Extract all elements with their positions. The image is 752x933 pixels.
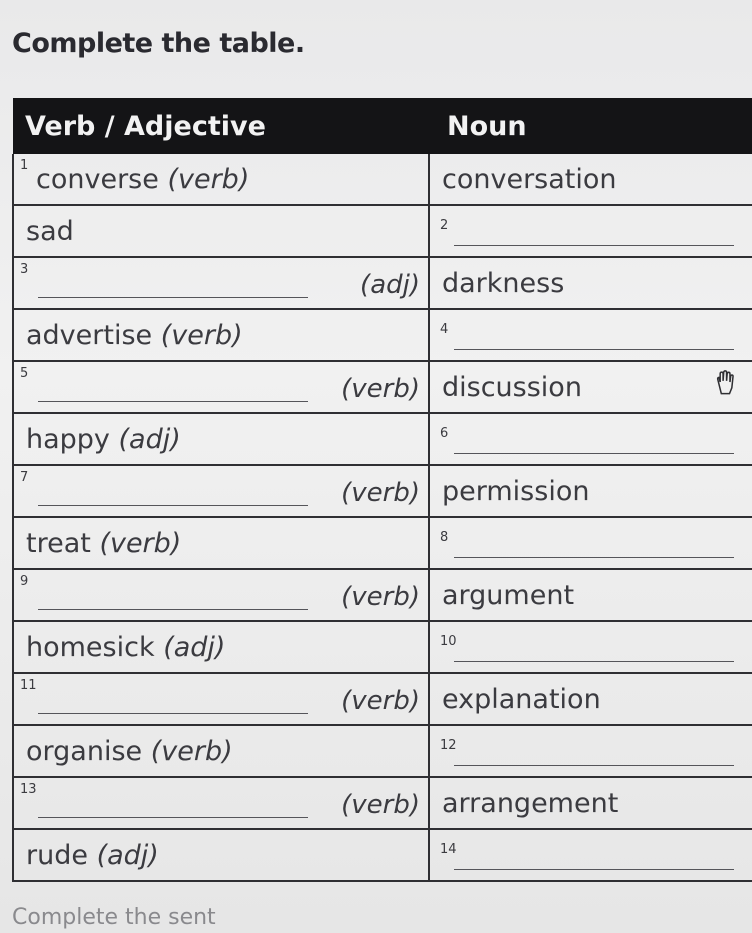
cell-noun xyxy=(429,673,752,725)
cell-noun xyxy=(429,361,752,413)
word: advertise xyxy=(26,319,153,351)
noun-word: darkness xyxy=(442,267,565,299)
cell-verb-adjective[interactable] xyxy=(13,777,429,829)
cell-noun[interactable] xyxy=(429,309,752,361)
instruction-heading: Complete the table. xyxy=(12,28,305,59)
table-row xyxy=(13,673,752,725)
answer-blank[interactable] xyxy=(454,765,734,766)
item-number: 9 xyxy=(20,574,29,589)
part-of-speech: (adj) xyxy=(163,631,226,663)
table-body xyxy=(13,154,752,881)
table-row xyxy=(13,154,752,205)
item-number: 7 xyxy=(20,470,29,485)
word: sad xyxy=(26,215,74,247)
table-header-row xyxy=(13,98,752,154)
item-number: 2 xyxy=(440,218,449,233)
answer-blank[interactable] xyxy=(38,505,308,506)
cell-verb-adjective[interactable] xyxy=(13,673,429,725)
part-of-speech: (verb) xyxy=(341,790,420,820)
cell-noun xyxy=(429,777,752,829)
part-of-speech: (verb) xyxy=(341,374,420,404)
item-number: 8 xyxy=(440,530,449,545)
cell-noun xyxy=(429,465,752,517)
answer-blank[interactable] xyxy=(454,453,734,454)
part-of-speech: (verb) xyxy=(150,735,233,767)
item-number: 12 xyxy=(440,738,457,753)
table-row xyxy=(13,725,752,777)
word: converse xyxy=(36,163,159,195)
item-number: 3 xyxy=(20,262,29,277)
answer-blank[interactable] xyxy=(454,349,734,350)
noun-word: discussion xyxy=(442,371,582,403)
cell-noun[interactable] xyxy=(429,205,752,257)
answer-blank[interactable] xyxy=(38,817,308,818)
word: treat xyxy=(26,527,91,559)
part-of-speech: (verb) xyxy=(341,686,420,716)
answer-blank[interactable] xyxy=(38,713,308,714)
cell-verb-adjective xyxy=(13,154,429,205)
table-row xyxy=(13,413,752,465)
part-of-speech: (verb) xyxy=(99,527,182,559)
noun-word: argument xyxy=(442,579,575,611)
cell-verb-adjective[interactable] xyxy=(13,257,429,309)
answer-blank[interactable] xyxy=(454,869,734,870)
cell-verb-adjective xyxy=(13,621,429,673)
item-number: 4 xyxy=(440,322,449,337)
table-row xyxy=(13,569,752,621)
cell-verb-adjective xyxy=(13,309,429,361)
vocabulary-table xyxy=(12,98,752,882)
cell-noun xyxy=(429,569,752,621)
part-of-speech: (verb) xyxy=(160,319,243,351)
noun-word: arrangement xyxy=(442,787,619,819)
table-row xyxy=(13,361,752,413)
answer-blank[interactable] xyxy=(38,609,308,610)
part-of-speech: (verb) xyxy=(341,478,420,508)
cell-verb-adjective[interactable] xyxy=(13,569,429,621)
item-number: 1 xyxy=(20,158,29,173)
table-row xyxy=(13,309,752,361)
cell-verb-adjective xyxy=(13,517,429,569)
table-row xyxy=(13,517,752,569)
header-noun: Noun xyxy=(429,98,752,154)
part-of-speech: (adj) xyxy=(118,423,181,455)
answer-blank[interactable] xyxy=(454,557,734,558)
noun-word: permission xyxy=(442,475,590,507)
item-number: 6 xyxy=(440,426,449,441)
cell-noun xyxy=(429,257,752,309)
answer-blank[interactable] xyxy=(38,401,308,402)
noun-word: explanation xyxy=(442,683,601,715)
answer-blank[interactable] xyxy=(38,297,308,298)
noun-word: conversation xyxy=(442,163,617,195)
cell-verb-adjective xyxy=(13,725,429,777)
table-row xyxy=(13,465,752,517)
item-number: 11 xyxy=(20,678,37,693)
cell-noun[interactable] xyxy=(429,725,752,777)
word: organise xyxy=(26,735,143,767)
answer-blank[interactable] xyxy=(454,661,734,662)
table-row xyxy=(13,205,752,257)
cell-noun[interactable] xyxy=(429,829,752,881)
word: rude xyxy=(26,839,88,871)
cell-noun[interactable] xyxy=(429,413,752,465)
table-row xyxy=(13,829,752,881)
part-of-speech: (verb) xyxy=(341,582,420,612)
table-row xyxy=(13,257,752,309)
table-row xyxy=(13,777,752,829)
word: homesick xyxy=(26,631,155,663)
hand-pointer-icon xyxy=(712,368,740,396)
item-number: 5 xyxy=(20,366,29,381)
table-row xyxy=(13,621,752,673)
cell-noun[interactable] xyxy=(429,517,752,569)
cell-verb-adjective xyxy=(13,413,429,465)
word: happy xyxy=(26,423,110,455)
cell-verb-adjective xyxy=(13,829,429,881)
cell-verb-adjective xyxy=(13,205,429,257)
cell-noun[interactable] xyxy=(429,621,752,673)
part-of-speech: (adj) xyxy=(360,270,420,300)
cell-verb-adjective[interactable] xyxy=(13,361,429,413)
part-of-speech: (verb) xyxy=(167,163,250,195)
next-instruction-partial: Complete the sent xyxy=(12,905,216,930)
answer-blank[interactable] xyxy=(454,245,734,246)
item-number: 10 xyxy=(440,634,457,649)
cell-noun xyxy=(429,154,752,205)
header-verb-adjective: Verb / Adjective xyxy=(13,98,429,154)
item-number: 13 xyxy=(20,782,37,797)
part-of-speech: (adj) xyxy=(96,839,159,871)
item-number: 14 xyxy=(440,842,457,857)
cell-verb-adjective[interactable] xyxy=(13,465,429,517)
